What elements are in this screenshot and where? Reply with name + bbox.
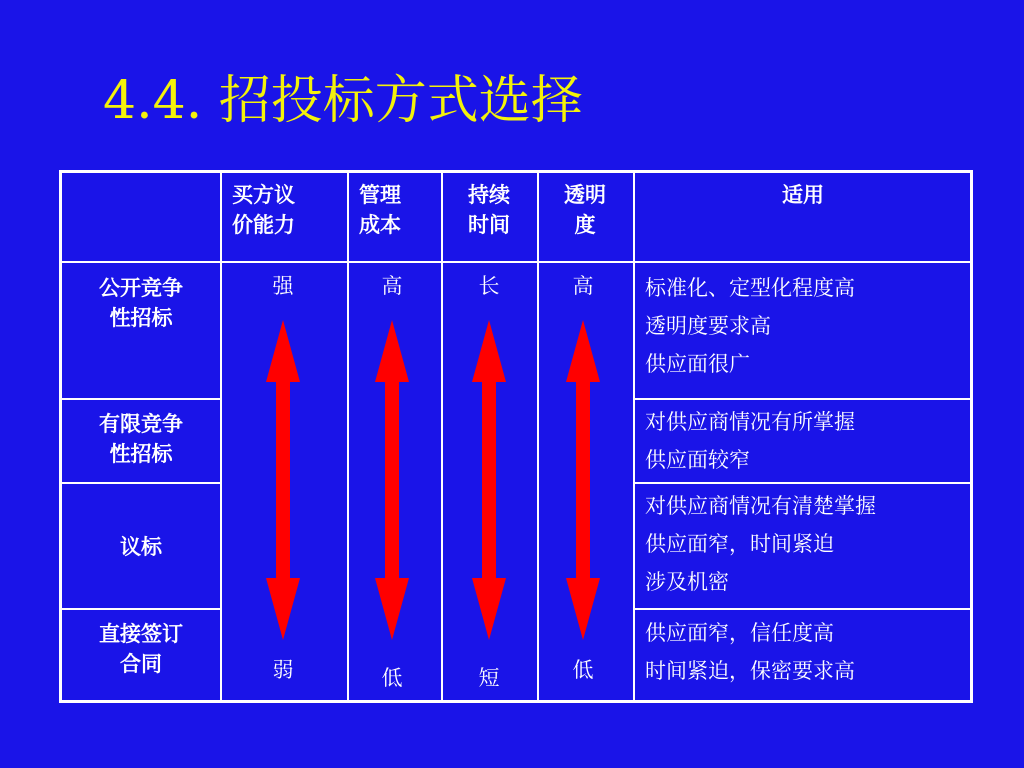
row-label-line: 性招标	[109, 306, 173, 330]
header-transparency	[537, 180, 633, 240]
usage-negotiated-bid	[635, 487, 973, 601]
arrow-bottom-label: 短	[478, 666, 500, 690]
row-label-line: 合同	[120, 652, 162, 676]
header-applicable: 适用	[782, 183, 824, 207]
table-divider	[441, 173, 443, 700]
page-title: 4.4. 招投标方式选择	[103, 71, 583, 131]
header-line: 成本	[359, 213, 401, 237]
usage-line: 供应面很广	[645, 352, 750, 376]
row-label-direct-contract	[62, 619, 220, 679]
usage-open-tender	[635, 269, 973, 383]
table-divider	[633, 482, 973, 484]
header-line: 透明	[564, 183, 606, 207]
row-label-limited-tender	[62, 409, 220, 469]
usage-line: 涉及机密	[645, 570, 729, 594]
header-line: 管理	[359, 183, 401, 207]
table-divider	[220, 173, 222, 700]
header-line: 时间	[468, 213, 510, 237]
header-line: 度	[574, 213, 596, 237]
table-divider	[62, 482, 220, 484]
double-arrow-management-cost	[374, 320, 410, 640]
row-label-negotiated-bid	[62, 532, 220, 562]
header-line: 持续	[468, 183, 510, 207]
arrow-bottom-label: 弱	[272, 658, 294, 682]
header-line: 买方议	[232, 183, 295, 207]
usage-line: 供应面窄，时间紧迫	[645, 532, 834, 556]
table-divider	[633, 398, 973, 400]
table-divider	[62, 608, 220, 610]
row-label-line: 性招标	[109, 442, 173, 466]
usage-line: 对供应商情况有清楚掌握	[645, 494, 876, 518]
table-divider	[633, 608, 973, 610]
table-divider	[62, 398, 220, 400]
usage-line: 透明度要求高	[645, 314, 771, 338]
header-management-cost	[359, 180, 439, 240]
usage-line: 标准化、定型化程度高	[645, 276, 855, 300]
comparison-table	[59, 170, 973, 703]
usage-line: 时间紧迫，保密要求高	[645, 659, 855, 683]
usage-line: 供应面窄，信任度高	[645, 621, 834, 645]
arrow-top-label: 高	[381, 274, 403, 298]
double-arrow-bargaining-power	[265, 320, 301, 640]
row-label-open-tender	[62, 273, 220, 333]
table-divider	[347, 173, 349, 700]
arrow-bottom-label: 低	[572, 658, 594, 682]
usage-direct-contract	[635, 614, 973, 690]
double-arrow-duration	[471, 320, 507, 640]
header-bargaining-power	[232, 180, 342, 240]
header-line: 价能力	[232, 213, 295, 237]
row-label-line: 议标	[120, 535, 162, 559]
row-label-line: 有限竞争	[99, 412, 183, 436]
arrow-top-label: 强	[272, 274, 294, 298]
row-label-line: 公开竞争	[99, 276, 183, 300]
arrow-bottom-label: 低	[381, 666, 403, 690]
table-divider	[537, 173, 539, 700]
usage-line: 供应面较窄	[645, 448, 750, 472]
row-label-line: 直接签订	[99, 622, 183, 646]
double-arrow-transparency	[565, 320, 601, 640]
arrow-top-label: 高	[572, 274, 594, 298]
arrow-top-label: 长	[478, 274, 500, 298]
table-divider	[62, 261, 970, 263]
usage-line: 对供应商情况有所掌握	[645, 410, 855, 434]
usage-limited-tender	[635, 403, 973, 479]
header-duration	[441, 180, 537, 240]
